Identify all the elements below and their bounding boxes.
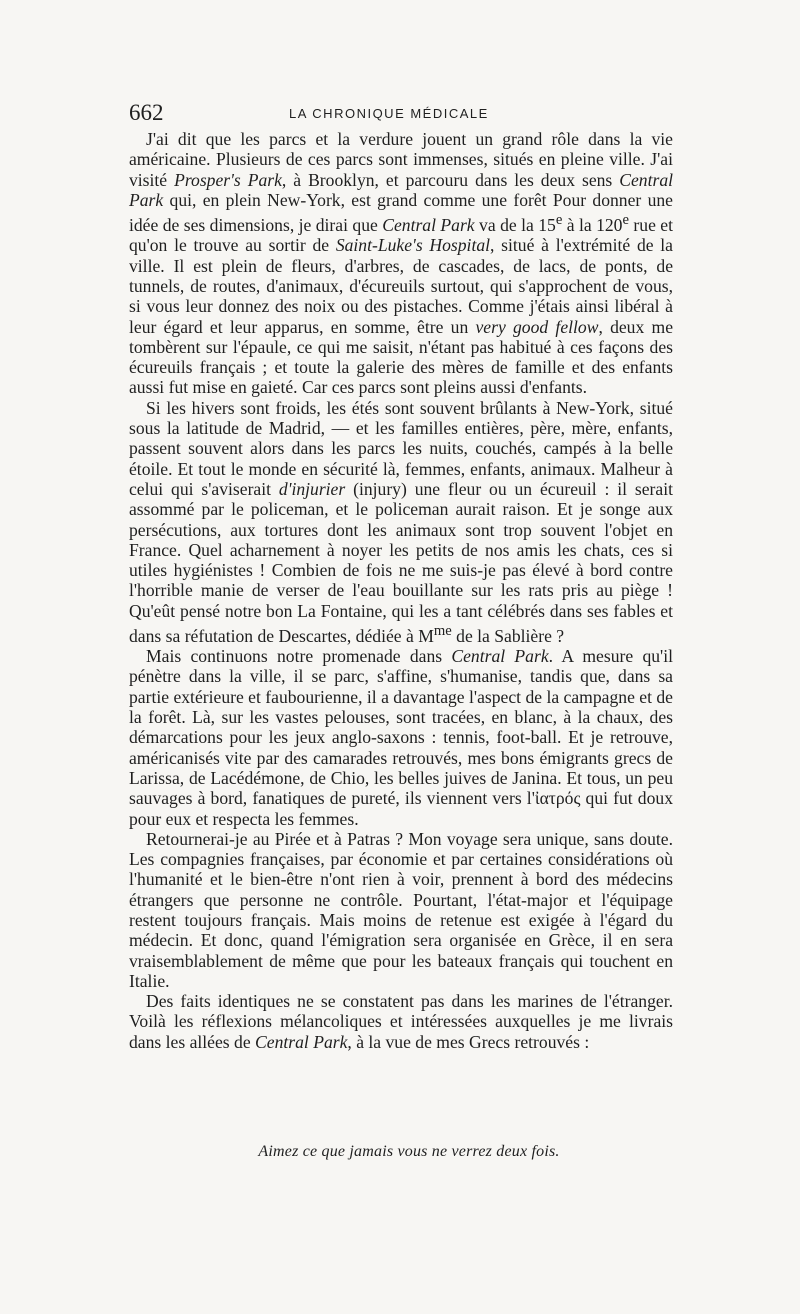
superscript: e	[622, 212, 629, 229]
text-run: va de la 15	[474, 215, 556, 236]
text-run: , deux me tombèrent sur l'épaule, ce qui me saisit, n'étant pas habitué à ces façons des écureuils français ; et toute la galerie des mères de famille et des enfants aussi fut mise en gaieté. Car ces parcs sont pleins aussi d'enfants.	[129, 316, 673, 398]
italic-run: Saint-Luke's Hospital	[335, 235, 491, 256]
paragraph	[129, 398, 673, 646]
paragraph	[129, 991, 673, 1052]
paragraph	[129, 829, 673, 991]
superscript: me	[433, 622, 452, 639]
text-run: Mais continuons notre promenade dans	[146, 646, 452, 667]
text-run: , à la vue de mes Grecs retrouvés :	[347, 1031, 590, 1052]
italic-run: very good fellow	[475, 316, 599, 337]
text-run: de la Sablière ?	[451, 625, 565, 646]
italic-run: Central Park	[451, 646, 549, 667]
paragraph	[129, 129, 673, 398]
text-run: , situé à l'extrémité de la ville. Il est plein de fleurs, d'arbres, de cascades, de lacs, de ponts, de tunnels, de routes, d'animaux, d'écureuils surtout, qui s'approchent de vous, si vous leur donnez des noix ou des pistaches. Comme j'étais ainsi libéral à leur égard et leur apparus, en somme, être un	[129, 235, 673, 337]
text-run: (injury) une fleur ou un écureuil : il serait assommé par le policeman, et le policeman aurait raison. Et je songe aux persécutions, aux tortures dont les animaux sont trop souvent l'objet en France. Quel acharnement à noyer les petits de nos amis les chats, ces si utiles hygiénistes ! Combien de fois ne me suis-je pas élevé à bord contre l'horrible manie de verser de l'eau bouillante sur les rats pris au piège ! Qu'eût pensé notre bon La Fontaine, qui les a tant célébrés dans ses fables et dans sa réfutation de Descartes, dédiée à M	[129, 478, 673, 646]
paragraph	[129, 646, 673, 829]
text-run: . A mesure qu'il pénètre dans la ville, il se parc, s'affine, s'humanise, tandis que, dans sa partie extérieure et faubourienne, il a davantage l'aspect de la campagne et de la forêt. Là, sur les vastes pelouses, sont tracées, en blanc, à la chaux, des démarcations pour les jeux anglo-saxons : tennis, foot-ball. Et je retrouve, américanisés vite par des camarades retrouvés, mes bons émigrants grecs de Larissa, de Lacédémone, de Chio, les belles juives de Janina. Et tous, un peu sauvages à bord, fanatiques de pureté, ils viennent vers l'ἰατρός qui fut doux pour eux et respecta les femmes.	[129, 646, 674, 829]
text-run: rue et qu'on le trouve au sortir de	[129, 215, 673, 256]
text-run: J'ai dit que les parcs et la verdure jouent un grand rôle dans la vie américaine. Plusieurs de ces parcs sont immenses, situés en pleine ville. J'ai visité	[129, 129, 673, 190]
verse-quote: Aimez ce que jamais vous ne verrez deux fois.	[258, 1143, 560, 1160]
text-run: Si les hivers sont froids, les étés sont souvent brûlants à New-York, situé sous la latitude de Madrid, — et les familles entières, père, mère, enfants, passent souvent alors dans les parcs les nuits, couchés, campés à la belle étoile. Et tout le monde en sécurité là, femmes, enfants, animaux. Malheur à celui qui s'aviserait	[129, 397, 673, 499]
superscript: e	[555, 212, 563, 229]
page-body	[129, 129, 673, 1052]
italic-run: Central Park	[129, 169, 674, 210]
italic-run: Central Park	[382, 215, 475, 236]
page-number: 662	[129, 100, 164, 125]
italic-run: Prosper's Park	[174, 169, 282, 190]
text-run: Retournerai-je au Pirée et à Patras ? Mon voyage sera unique, sans doute. Les compagnies françaises, par économie et par certaines considérations où l'humanité et le bien-être n'ont rien à voir, prennent à bord des médecins étrangers que personne ne contrôle. Pourtant, l'état-major et l'équipage restent toujours français. Mais moins de retenue est exigée à l'égard du médecin. Et donc, quand l'émigration sera organisée en Grèce, il en sera vraisemblablement de même que pour les bateaux français qui touchent en Italie.	[129, 828, 673, 991]
text-run: qui, en plein New-York, est grand comme une forêt Pour donner une idée de ses dimensions, je dirai que	[129, 189, 673, 236]
italic-run: d'injurier	[278, 478, 346, 499]
italic-run: Central Park	[255, 1031, 348, 1052]
text-run: à la 120	[562, 215, 623, 236]
text-run: , à Brooklyn, et parcouru dans les deux sens	[281, 169, 620, 190]
text-run: Des faits identiques ne se constatent pas dans les marines de l'étranger. Voilà les réflexions mélancoliques et intéressées auxquelles je me livrais dans les allées de	[129, 991, 673, 1052]
running-title: LA CHRONIQUE MÉDICALE	[289, 106, 489, 121]
page-header	[129, 100, 673, 128]
